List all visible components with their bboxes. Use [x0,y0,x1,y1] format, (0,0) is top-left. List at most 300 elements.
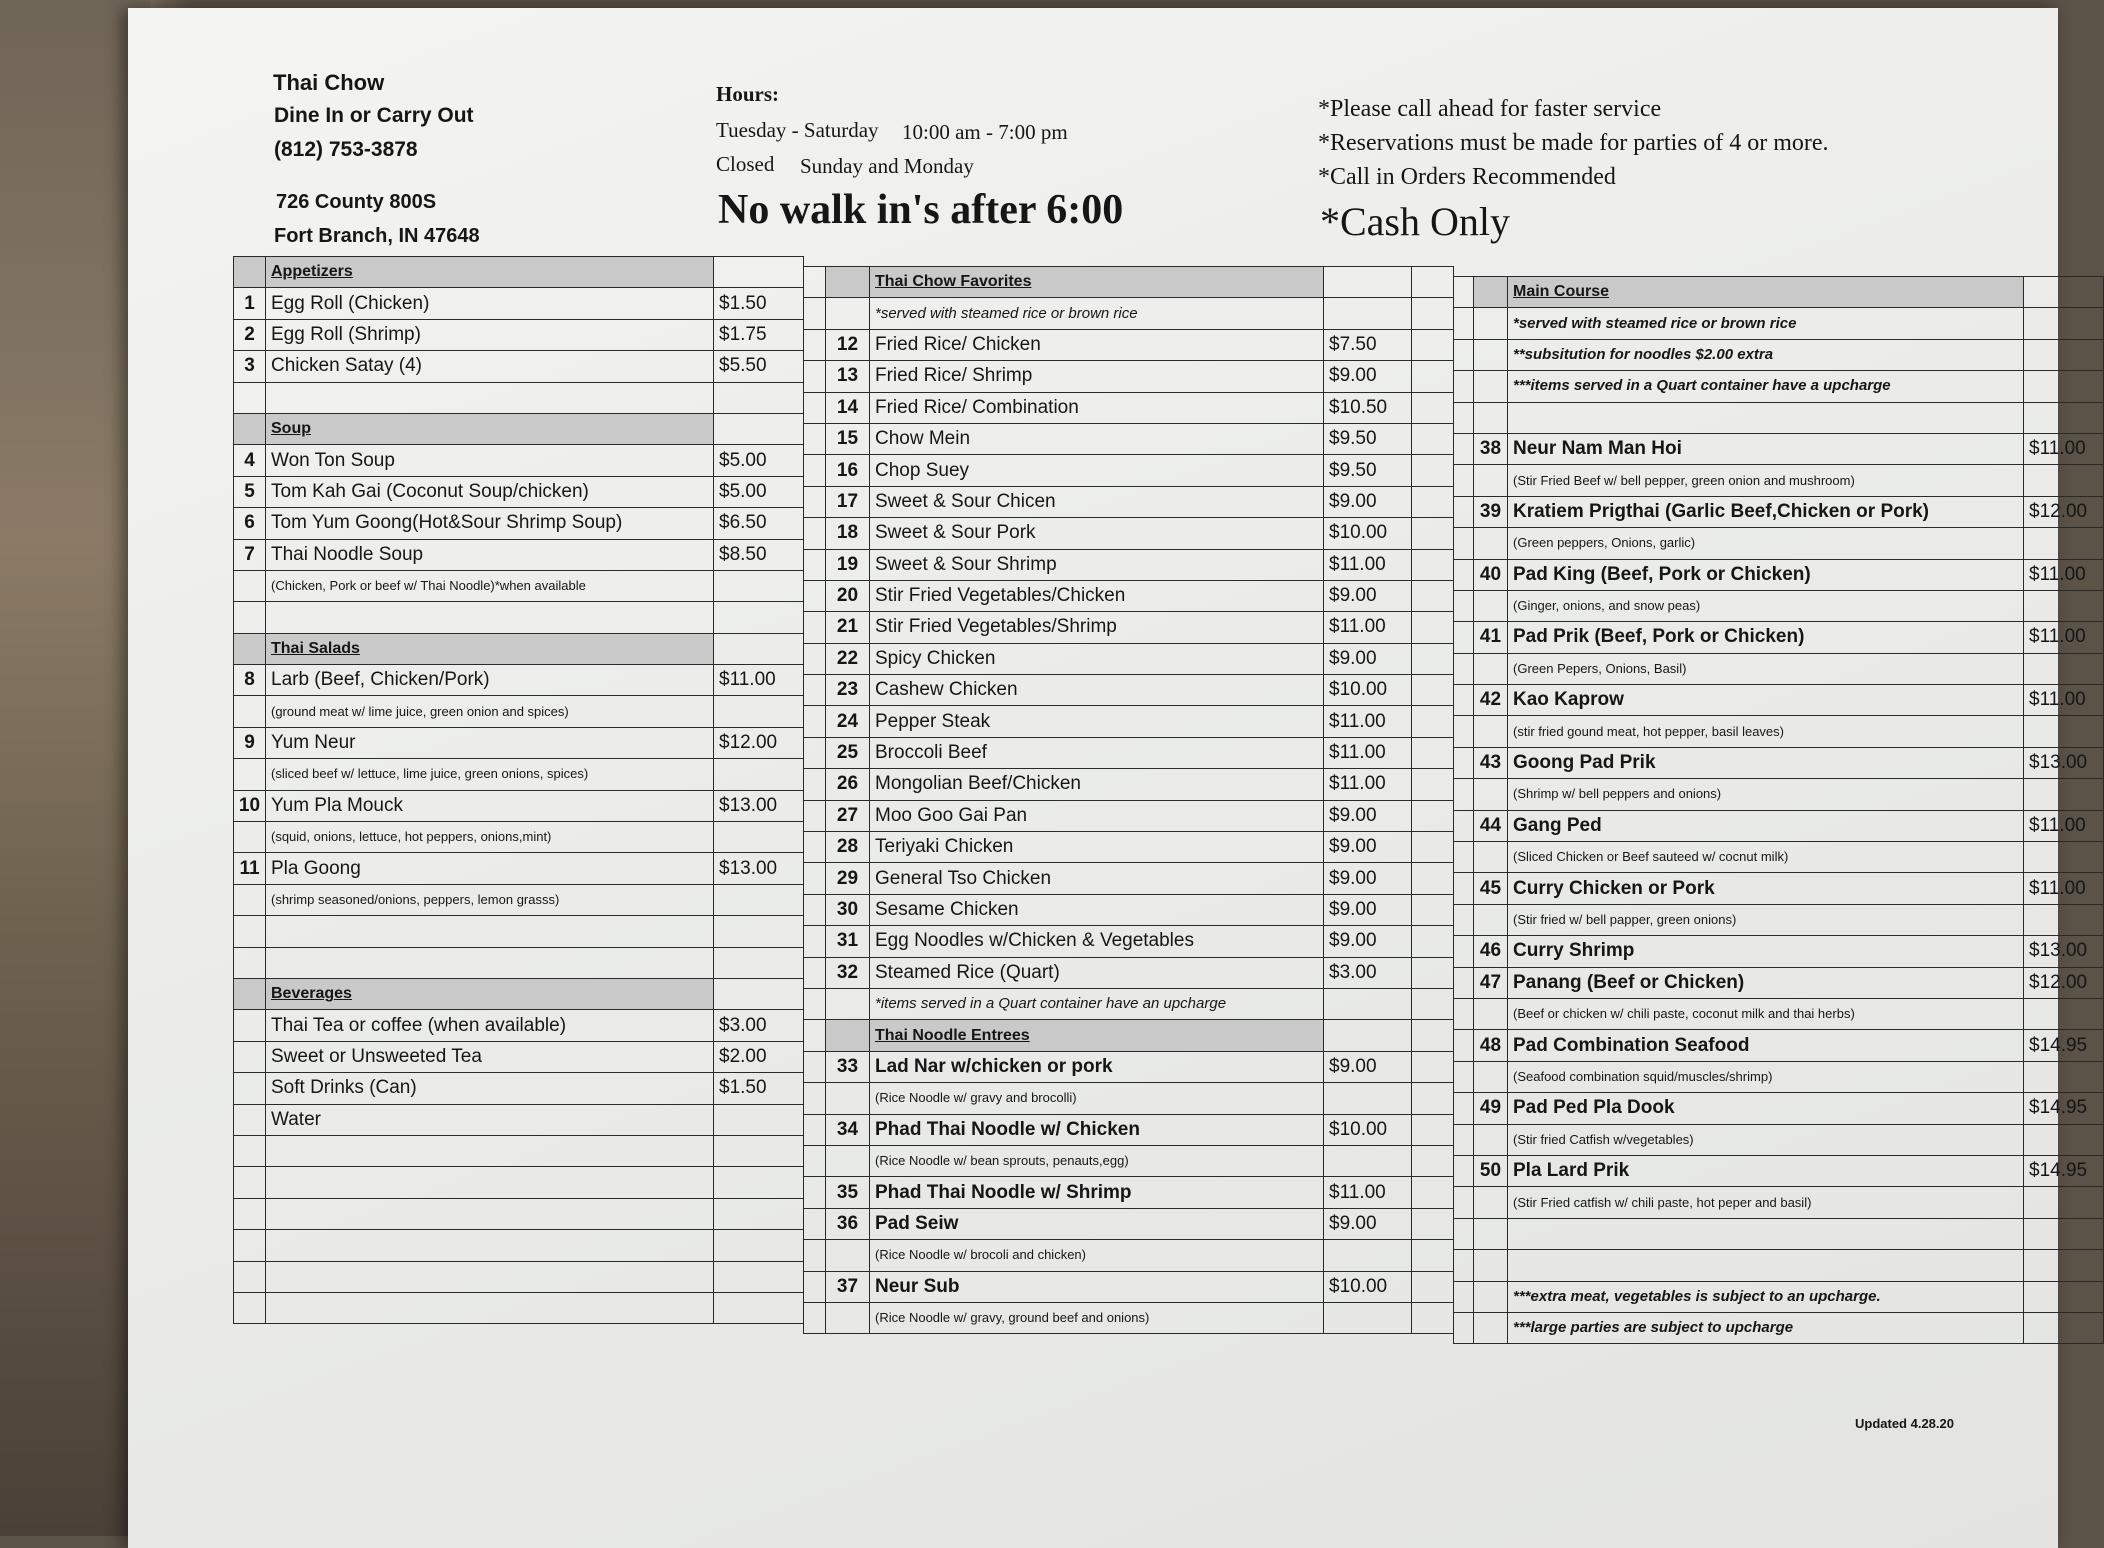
menu-note-row [1454,1312,2104,1343]
menu-item-row [804,1114,1454,1145]
spacer-cell [1454,653,1474,684]
item-description-row [1454,998,2104,1029]
item-description-row [1454,528,2104,559]
menu-item-row [234,1104,804,1135]
item-price: $9.00 [1324,894,1412,925]
item-name: Pad Combination Seafood [1508,1030,2024,1061]
item-number: 31 [826,926,870,957]
price-cell [1324,988,1412,1019]
item-number: 48 [1474,1030,1508,1061]
price-cell [2024,308,2104,339]
menu-note-row [1454,1281,2104,1312]
menu-item-row [1454,936,2104,967]
number-cell [826,1302,870,1333]
item-price: $9.00 [1324,832,1412,863]
item-number: 33 [826,1051,870,1082]
number-cell [1474,1187,1508,1218]
menu-item-row [1454,1030,2104,1061]
menu-item-row [234,319,804,350]
item-price: $9.00 [1324,800,1412,831]
name-cell [266,1198,714,1229]
price-cell [714,633,804,664]
item-name: Pad Ped Pla Dook [1508,1093,2024,1124]
item-number: 46 [1474,936,1508,967]
item-name: Phad Thai Noodle w/ Chicken [870,1114,1324,1145]
item-name: Pad King (Beef, Pork or Chicken) [1508,559,2024,590]
number-cell [1474,998,1508,1029]
menu-note: ***items served in a Quart container have a upcharge [1508,371,2024,402]
item-description-row [1454,1187,2104,1218]
menu-item-row [1454,622,2104,653]
menu-item-row [804,423,1454,454]
spacer-cell [804,361,826,392]
item-name: Egg Roll (Shrimp) [266,319,714,350]
item-name: Neur Nam Man Hoi [1508,433,2024,464]
item-price: $1.50 [714,288,804,319]
item-name: Chicken Satay (4) [266,351,714,382]
blank-row [1454,402,2104,433]
spacer-cell [1412,769,1454,800]
item-description: (Rice Noodle w/ brocoli and chicken) [870,1240,1324,1271]
price-cell [714,759,804,790]
item-number: 38 [1474,433,1508,464]
menu-item-row [234,1073,804,1104]
item-number: 10 [234,790,266,821]
item-name: Pad Seiw [870,1208,1324,1239]
spacer-cell [804,1302,826,1333]
item-price: $13.00 [2024,936,2104,967]
spacer-cell [804,392,826,423]
item-number: 42 [1474,685,1508,716]
item-name: Gang Ped [1508,810,2024,841]
menu-item-row [234,476,804,507]
spacer-cell [1454,559,1474,590]
item-price: $3.00 [714,1010,804,1041]
item-price: $11.00 [1324,612,1412,643]
item-price: $11.00 [1324,769,1412,800]
price-cell [714,1167,804,1198]
name-cell [266,916,714,947]
menu-item-row [1454,873,2104,904]
menu-item-row [1454,810,2104,841]
menu-note: *served with steamed rice or brown rice [870,298,1324,329]
item-name: Pla Goong [266,853,714,884]
menu-item-row [804,957,1454,988]
spacer-cell [1412,329,1454,360]
section-title: Thai Salads [266,633,714,664]
item-description: (shrimp seasoned/onions, peppers, lemon grasss) [266,884,714,915]
item-name: Tom Kah Gai (Coconut Soup/chicken) [266,476,714,507]
spacer-cell [1454,998,1474,1029]
menu-item-row [804,675,1454,706]
item-number: 43 [1474,747,1508,778]
spacer-cell [804,957,826,988]
spacer-cell [1454,904,1474,935]
item-name: Fried Rice/ Shrimp [870,361,1324,392]
number-cell [234,570,266,601]
item-description: (Stir fried w/ bell papper, green onions) [1508,904,2024,935]
menu-item-row [804,518,1454,549]
price-cell [1324,267,1412,298]
menu-item-row [1454,685,2104,716]
item-price: $1.75 [714,319,804,350]
spacer-cell [1454,277,1474,308]
spacer-cell [1454,842,1474,873]
item-description-row [234,822,804,853]
spacer-cell [804,267,826,298]
item-name: Thai Noodle Soup [266,539,714,570]
item-name: Sesame Chicken [870,894,1324,925]
number-cell [234,947,266,978]
item-number: 35 [826,1177,870,1208]
spacer-cell [1454,1250,1474,1281]
item-number: 29 [826,863,870,894]
price-cell [714,1261,804,1292]
item-number: 20 [826,580,870,611]
spacer-cell [1412,267,1454,298]
spacer-cell [1412,423,1454,454]
spacer-cell [804,675,826,706]
item-price: $9.50 [1324,455,1412,486]
menu-item-row [234,727,804,758]
spacer-cell [804,423,826,454]
price-cell [714,1135,804,1166]
number-cell [826,298,870,329]
section-number-cell [1474,277,1508,308]
price-cell [714,916,804,947]
item-price: $10.50 [1324,392,1412,423]
menu-note-row [804,298,1454,329]
spacer-cell [1412,455,1454,486]
menu-note: ***large parties are subject to upcharge [1508,1312,2024,1343]
spacer-cell [1454,1030,1474,1061]
name-cell [266,1292,714,1323]
number-cell [234,696,266,727]
item-name: Teriyaki Chicken [870,832,1324,863]
number-cell [1474,528,1508,559]
spacer-cell [1412,863,1454,894]
spacer-cell [804,894,826,925]
item-number [234,1010,266,1041]
item-number: 1 [234,288,266,319]
item-name: Thai Tea or coffee (when available) [266,1010,714,1041]
number-cell [1474,904,1508,935]
item-name: Neur Sub [870,1271,1324,1302]
spacer-cell [804,612,826,643]
menu-note-row [1454,308,2104,339]
price-cell [2024,998,2104,1029]
item-number: 37 [826,1271,870,1302]
item-number: 28 [826,832,870,863]
spacer-cell [804,1051,826,1082]
spacer-cell [1454,590,1474,621]
item-name: Steamed Rice (Quart) [870,957,1324,988]
menu-item-row [804,643,1454,674]
name-cell [266,947,714,978]
price-cell [2024,779,2104,810]
menu-item-row [234,351,804,382]
price-cell [1324,1083,1412,1114]
item-name: Pepper Steak [870,706,1324,737]
item-price: $9.00 [1324,926,1412,957]
price-cell [2024,1061,2104,1092]
blank-row [234,602,804,633]
item-number: 18 [826,518,870,549]
spacer-cell [804,643,826,674]
menu-item-row [804,1177,1454,1208]
menu-item-row [804,580,1454,611]
spacer-cell [1412,832,1454,863]
name-cell [266,1261,714,1292]
item-description: (stir fried gound meat, hot pepper, basil leaves) [1508,716,2024,747]
price-cell [2024,465,2104,496]
item-number [234,1073,266,1104]
price-cell [1324,1302,1412,1333]
item-name: Fried Rice/ Combination [870,392,1324,423]
item-number: 40 [1474,559,1508,590]
spacer-cell [804,298,826,329]
spacer-cell [1412,1208,1454,1239]
item-description: (squid, onions, lettuce, hot peppers, onions,mint) [266,822,714,853]
price-cell [714,1230,804,1261]
section-header [234,413,804,444]
item-description: (Ginger, onions, and snow peas) [1508,590,2024,621]
item-description: (Chicken, Pork or beef w/ Thai Noodle)*when available [266,570,714,601]
number-cell [1474,1218,1508,1249]
spacer-cell [1454,1093,1474,1124]
item-number: 7 [234,539,266,570]
price-cell [2024,1250,2104,1281]
item-description-row [234,759,804,790]
price-cell [2024,528,2104,559]
price-cell [714,257,804,288]
number-cell [826,988,870,1019]
item-price: $12.00 [714,727,804,758]
spacer-cell [1454,810,1474,841]
item-description-row [804,1083,1454,1114]
item-price: $9.00 [1324,643,1412,674]
item-number: 34 [826,1114,870,1145]
price-cell [714,570,804,601]
item-name: Spicy Chicken [870,643,1324,674]
item-price: $11.00 [2024,685,2104,716]
section-header [804,267,1454,298]
spacer-cell [1412,486,1454,517]
number-cell [1474,1124,1508,1155]
menu-item-row [804,329,1454,360]
menu-item-row [234,1010,804,1041]
number-cell [1474,1312,1508,1343]
spacer-cell [1454,779,1474,810]
price-cell [2024,653,2104,684]
closed-days: Sunday and Monday [800,154,974,178]
price-cell [2024,1281,2104,1312]
item-description-row [234,570,804,601]
menu-item-row [1454,496,2104,527]
menu-note-row [1454,339,2104,370]
item-name: Cashew Chicken [870,675,1324,706]
spacer-cell [804,486,826,517]
updated-date: Updated 4.28.20 [1855,1416,1954,1431]
menu-item-row [804,769,1454,800]
price-cell [714,884,804,915]
item-name: Chop Suey [870,455,1324,486]
menu-sheet [128,8,2088,1548]
item-number: 17 [826,486,870,517]
spacer-cell [1454,465,1474,496]
item-price: $13.00 [714,790,804,821]
number-cell [234,884,266,915]
blank-row [234,1167,804,1198]
spacer-cell [804,518,826,549]
menu-item-row [1454,433,2104,464]
spacer-cell [1454,433,1474,464]
item-description: (Stir fried Catfish w/vegetables) [1508,1124,2024,1155]
menu-item-row [804,926,1454,957]
item-name: Kao Kaprow [1508,685,2024,716]
item-description-row [804,1240,1454,1271]
item-description: (Beef or chicken w/ chili paste, coconut milk and thai herbs) [1508,998,2024,1029]
spacer-cell [804,580,826,611]
menu-item-row [1454,967,2104,998]
item-name: Yum Neur [266,727,714,758]
item-description: (Rice Noodle w/ gravy, ground beef and onions) [870,1302,1324,1333]
item-number: 24 [826,706,870,737]
item-price: $14.95 [2024,1030,2104,1061]
spacer-cell [1454,528,1474,559]
number-cell [234,822,266,853]
spacer-cell [1454,1218,1474,1249]
number-cell [234,759,266,790]
menu-item-row [804,1051,1454,1082]
item-description-row [804,1302,1454,1333]
item-number: 15 [826,423,870,454]
menu-item-row [804,455,1454,486]
menu-item-row [1454,1093,2104,1124]
menu-item-row [804,486,1454,517]
spacer-cell [1412,612,1454,643]
number-cell [234,1198,266,1229]
section-number-cell [234,633,266,664]
item-name: Curry Chicken or Pork [1508,873,2024,904]
name-cell [1508,402,2024,433]
name-cell [266,602,714,633]
menu-item-row [234,853,804,884]
spacer-cell [804,706,826,737]
blank-row [234,1292,804,1323]
item-name: Pad Prik (Beef, Pork or Chicken) [1508,622,2024,653]
price-cell [714,947,804,978]
item-description: (Seafood combination squid/muscles/shrimp) [1508,1061,2024,1092]
spacer-cell [804,549,826,580]
spacer-cell [1412,706,1454,737]
item-description-row [1454,590,2104,621]
spacer-cell [1454,622,1474,653]
section-number-cell [234,413,266,444]
number-cell [234,602,266,633]
menu-item-row [804,800,1454,831]
section-header [234,257,804,288]
menu-item-row [804,549,1454,580]
number-cell [234,382,266,413]
spacer-cell [804,832,826,863]
menu-item-row [1454,1155,2104,1186]
spacer-cell [804,1083,826,1114]
item-number: 26 [826,769,870,800]
name-cell [1508,1250,2024,1281]
price-cell [714,382,804,413]
item-name: Water [266,1104,714,1135]
spacer-cell [1412,957,1454,988]
item-price: $6.50 [714,508,804,539]
blank-row [234,382,804,413]
item-price: $7.50 [1324,329,1412,360]
item-name: Pla Lard Prik [1508,1155,2024,1186]
blank-row [234,916,804,947]
item-number: 8 [234,665,266,696]
number-cell [1474,371,1508,402]
spacer-cell [804,329,826,360]
item-name: Larb (Beef, Chicken/Pork) [266,665,714,696]
spacer-cell [1412,1145,1454,1176]
item-name: Stir Fried Vegetables/Shrimp [870,612,1324,643]
menu-item-row [234,539,804,570]
item-price: $11.00 [714,665,804,696]
menu-column-middle [803,266,1454,1334]
item-price: $8.50 [714,539,804,570]
price-cell [714,696,804,727]
item-price: $9.00 [1324,863,1412,894]
number-cell [1474,590,1508,621]
menu-item-row [804,832,1454,863]
item-name: Fried Rice/ Chicken [870,329,1324,360]
menu-item-row [234,1041,804,1072]
price-cell [1324,1240,1412,1271]
item-description: (Sliced Chicken or Beef sauteed w/ cocnut milk) [1508,842,2024,873]
section-title: Appetizers [266,257,714,288]
menu-item-row [804,361,1454,392]
address-line-1: 726 County 800S [276,191,437,213]
item-description-row [1454,653,2104,684]
phone-number: (812) 753-3878 [274,138,418,161]
name-cell [266,1167,714,1198]
spacer-cell [1412,1051,1454,1082]
name-cell [1508,1218,2024,1249]
number-cell [1474,716,1508,747]
item-number: 49 [1474,1093,1508,1124]
item-number: 13 [826,361,870,392]
item-description-row [234,884,804,915]
price-cell [1324,1020,1412,1051]
menu-item-row [804,894,1454,925]
item-description: (ground meat w/ lime juice, green onion and spices) [266,696,714,727]
item-name: Won Ton Soup [266,445,714,476]
spacer-cell [1412,1271,1454,1302]
item-description-row [1454,465,2104,496]
number-cell [1474,339,1508,370]
item-name: Sweet or Unsweeted Tea [266,1041,714,1072]
menu-item-row [804,392,1454,423]
spacer-cell [804,1271,826,1302]
item-name: Goong Pad Prik [1508,747,2024,778]
hours-time: 10:00 am - 7:00 pm [902,120,1068,144]
item-number: 23 [826,675,870,706]
spacer-cell [1412,988,1454,1019]
item-name: Sweet & Sour Pork [870,518,1324,549]
item-description-row [804,1145,1454,1176]
spacer-cell [1412,1240,1454,1271]
menu-note: *items served in a Quart container have an upcharge [870,988,1324,1019]
